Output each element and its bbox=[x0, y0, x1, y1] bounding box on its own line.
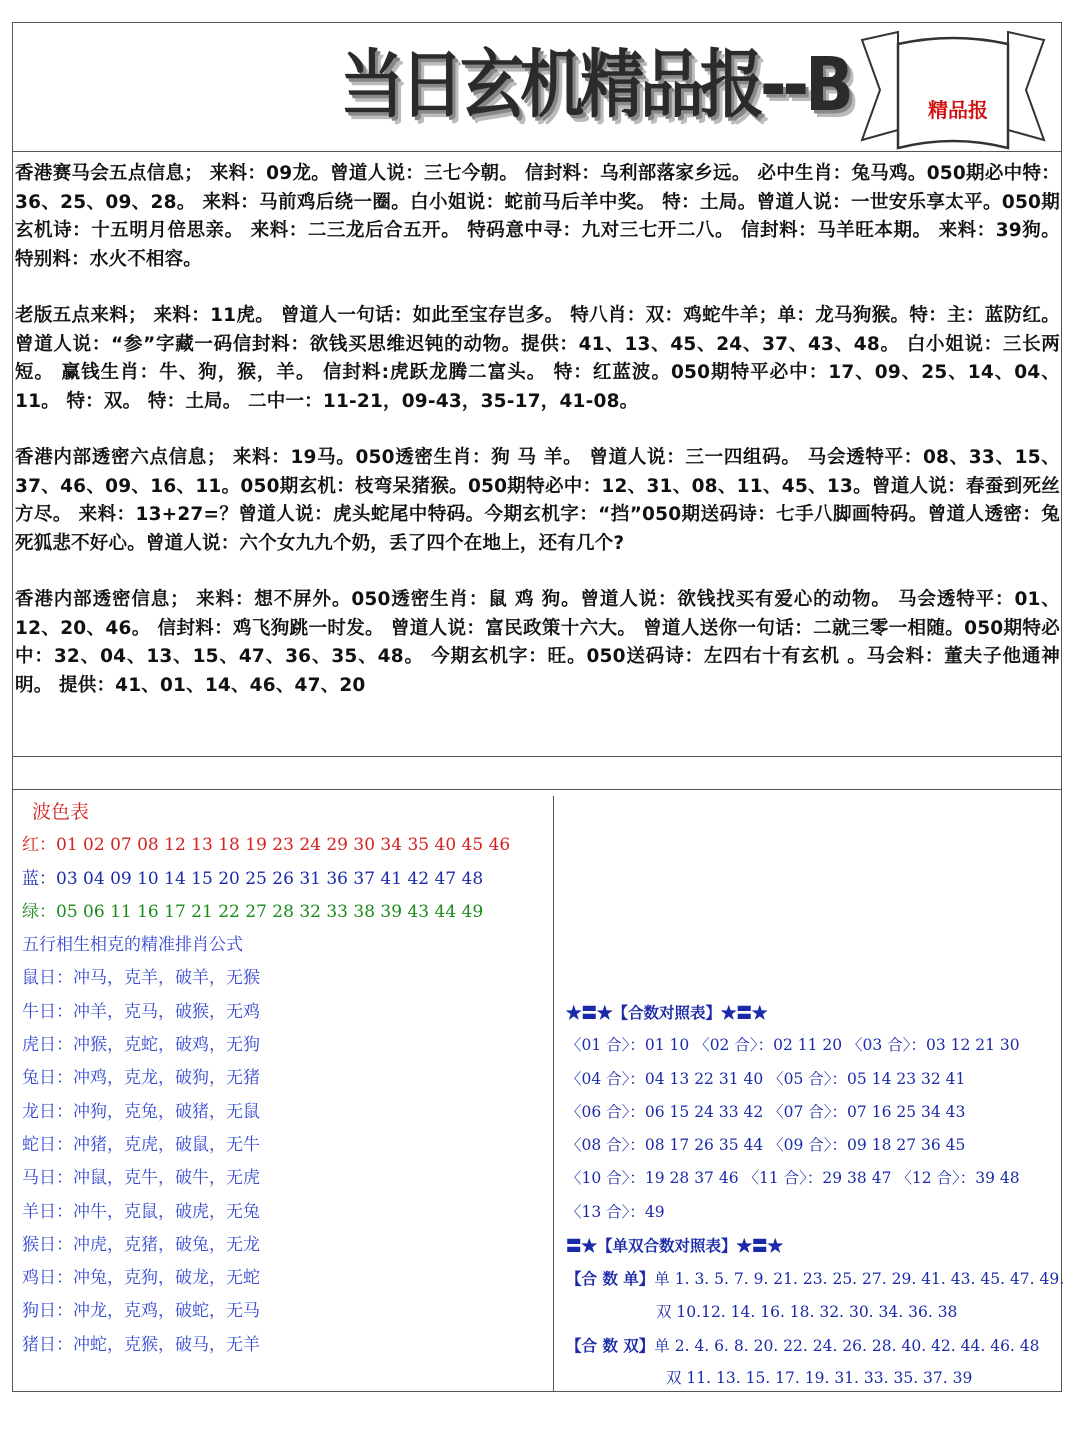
odd-sum-row-2: 双 10.12. 14. 16. 18. 32. 30. 34. 36. 38 bbox=[656, 1302, 958, 1321]
sum-row: 〈04 合〉：04 13 22 31 40 〈05 合〉：05 14 23 32 41 bbox=[566, 1069, 966, 1088]
right-column bbox=[566, 996, 1064, 1396]
wave-blue-row: 蓝：03 04 09 10 14 15 20 25 26 31 36 37 41 42 47 48 bbox=[22, 868, 484, 889]
even-sum-label: 【合 数 双】 bbox=[566, 1335, 655, 1355]
badge-label: 精品报 bbox=[928, 98, 988, 122]
formula-row: 牛日：冲羊，克马，破猴，无鸡 bbox=[22, 1001, 260, 1022]
sum-row: 〈06 合〉：06 15 24 33 42 〈07 合〉：07 16 25 34 43 bbox=[566, 1102, 966, 1121]
formula-title: 五行相生相克的精准排肖公式 bbox=[22, 935, 243, 956]
section-hk-inner-six: 香港内部透密六点信息； 来料：19马。050透密生肖：狗 马 羊。 曾道人说：三一四组码。 马会透特平：08、33、15、37、46、09、16、11。050期玄机：枝弯呆猪猴。050期特必中：12、31、08、11、45、13。曾道人说：春蚕到死丝方尽。 来料：13+27=？曾道人说：虎头蛇尾中特码。今期玄机字：“挡”050期送码诗：七手八脚画特码。曾道人透密：兔死狐悲不好心。曾道人说：六个女九九个奶，丢了四个在地上，还有几个? bbox=[15, 447, 1060, 554]
sum-row: 〈08 合〉：08 17 26 35 44 〈09 合〉：09 18 27 36 45 bbox=[566, 1136, 966, 1155]
formula-row: 马日：冲鼠，克牛，破牛，无虎 bbox=[22, 1168, 260, 1189]
main-text bbox=[15, 160, 1060, 728]
formula-row: 鼠日：冲马，克羊，破羊，无猴 bbox=[22, 968, 260, 989]
formula-row: 羊日：冲牛，克鼠，破虎，无兔 bbox=[22, 1201, 260, 1222]
formula-row: 狗日：冲龙，克鸡，破蛇，无马 bbox=[22, 1301, 260, 1322]
section-hk-inner: 香港内部透密信息； 来料：想不屏外。050透密生肖：鼠 鸡 狗。曾道人说：欲钱找买有爱心的动物。 马会透特平：01、12、20、46。 信封料：鸡飞狗跳一时发。 曾道人说：富民政策十六大。 曾道人送你一句话：二就三零一相随。050期特必中：32、04、13、15、47、36、35、48。 今期玄机字：旺。050送码诗：左四右十有玄机 。马会料：董夫子他通神明。 提供：41、01、14、46、47、20 bbox=[15, 589, 1060, 696]
wave-red-row: 红：01 02 07 08 12 13 18 19 23 24 29 30 34 35 40 45 46 bbox=[22, 835, 511, 856]
formula-row: 兔日：冲鸡，克龙，破狗，无猪 bbox=[22, 1068, 260, 1089]
sum-row: 〈01 合〉：01 10 〈02 合〉：02 11 20 〈03 合〉：03 12 21 30 bbox=[566, 1036, 1020, 1055]
odd-sum-row bbox=[566, 1262, 1064, 1295]
section-hk-five: 香港赛马会五点信息； 来料：09龙。曾道人说：三七今朝。 信封料：乌利部落家乡远。 必中生肖：兔马鸡。050期必中特：36、25、09、28。 来料：马前鸡后绕一圈。白小姐说：蛇前马后羊中奖。 特：土局。曾道人说：一世安乐享太平。050期玄机诗：十五明月倍思亲。 来料：二三龙后合五开。 特码意中寻：九对三七开二八。 信封料：马羊旺本期。 来料：39狗。 特别料：水火不相容。 bbox=[15, 163, 1060, 270]
wave-green-row: 绿：05 06 11 16 17 21 22 27 28 32 33 38 39 43 44 49 bbox=[22, 901, 484, 922]
formula-row: 鸡日：冲兔，克狗，破龙，无蛇 bbox=[22, 1268, 260, 1289]
formula-row: 蛇日：冲猪，克虎，破鼠，无牛 bbox=[22, 1134, 260, 1155]
separator-row bbox=[12, 756, 1062, 790]
sum-row: 〈10 合〉：19 28 37 46 〈11 合〉：29 38 47 〈12 合〉：39 48 bbox=[566, 1169, 1020, 1188]
even-sum-row bbox=[566, 1329, 1064, 1362]
left-column bbox=[22, 796, 510, 1362]
formula-row: 猪日：冲蛇，克猴，破马，无羊 bbox=[22, 1334, 260, 1355]
odd-sum-label: 【合 数 单】 bbox=[566, 1269, 655, 1289]
formula-row: 龙日：冲狗，克兔，破猪，无鼠 bbox=[22, 1101, 260, 1122]
sum-row: 〈13 合〉：49 bbox=[566, 1202, 665, 1221]
sum-table-title: ★〓★【合数对照表】★〓★ bbox=[566, 1003, 768, 1022]
page-title: 当日玄机精品报--B bbox=[340, 43, 850, 129]
formula-row: 虎日：冲猴，克蛇，破鸡，无狗 bbox=[22, 1035, 260, 1056]
column-divider bbox=[553, 796, 554, 1392]
odd-even-title: 〓★【单双合数对照表】★〓★ bbox=[566, 1236, 784, 1256]
section-old-five: 老版五点来料； 来料：11虎。 曾道人一句话：如此至宝存岂多。 特八肖：双：鸡蛇牛羊；单：龙马狗猴。特：主：蓝防红。曾道人说：“参”字藏一码信封料：欲钱买思维迟钝的动物。提供：41、13、45、24、37、43、48。 白小姐说：三长两短。 赢钱生肖：牛、狗，猴，羊。 信封料:虎跃龙腾二富头。 特：红蓝波。050期特平必中：17、09、25、14、04、11。 特：双。 特：土局。 二中一：11-21，09-43，35-17，41-08。 bbox=[15, 305, 1060, 412]
formula-row: 猴日：冲虎，克猪，破兔，无龙 bbox=[22, 1234, 260, 1255]
even-sum-values: 单 2. 4. 6. 8. 20. 22. 24. 26. 28. 40. 42. 44. 46. 48 bbox=[654, 1336, 1040, 1355]
even-sum-row-2: 双 11. 13. 15. 17. 19. 31. 33. 35. 37. 39 bbox=[666, 1369, 973, 1388]
odd-sum-values: 单 1. 3. 5. 7. 9. 21. 23. 25. 27. 29. 41. 43. 45. 47. 49. bbox=[654, 1270, 1065, 1289]
wave-table-title: 波色表 bbox=[32, 801, 90, 823]
